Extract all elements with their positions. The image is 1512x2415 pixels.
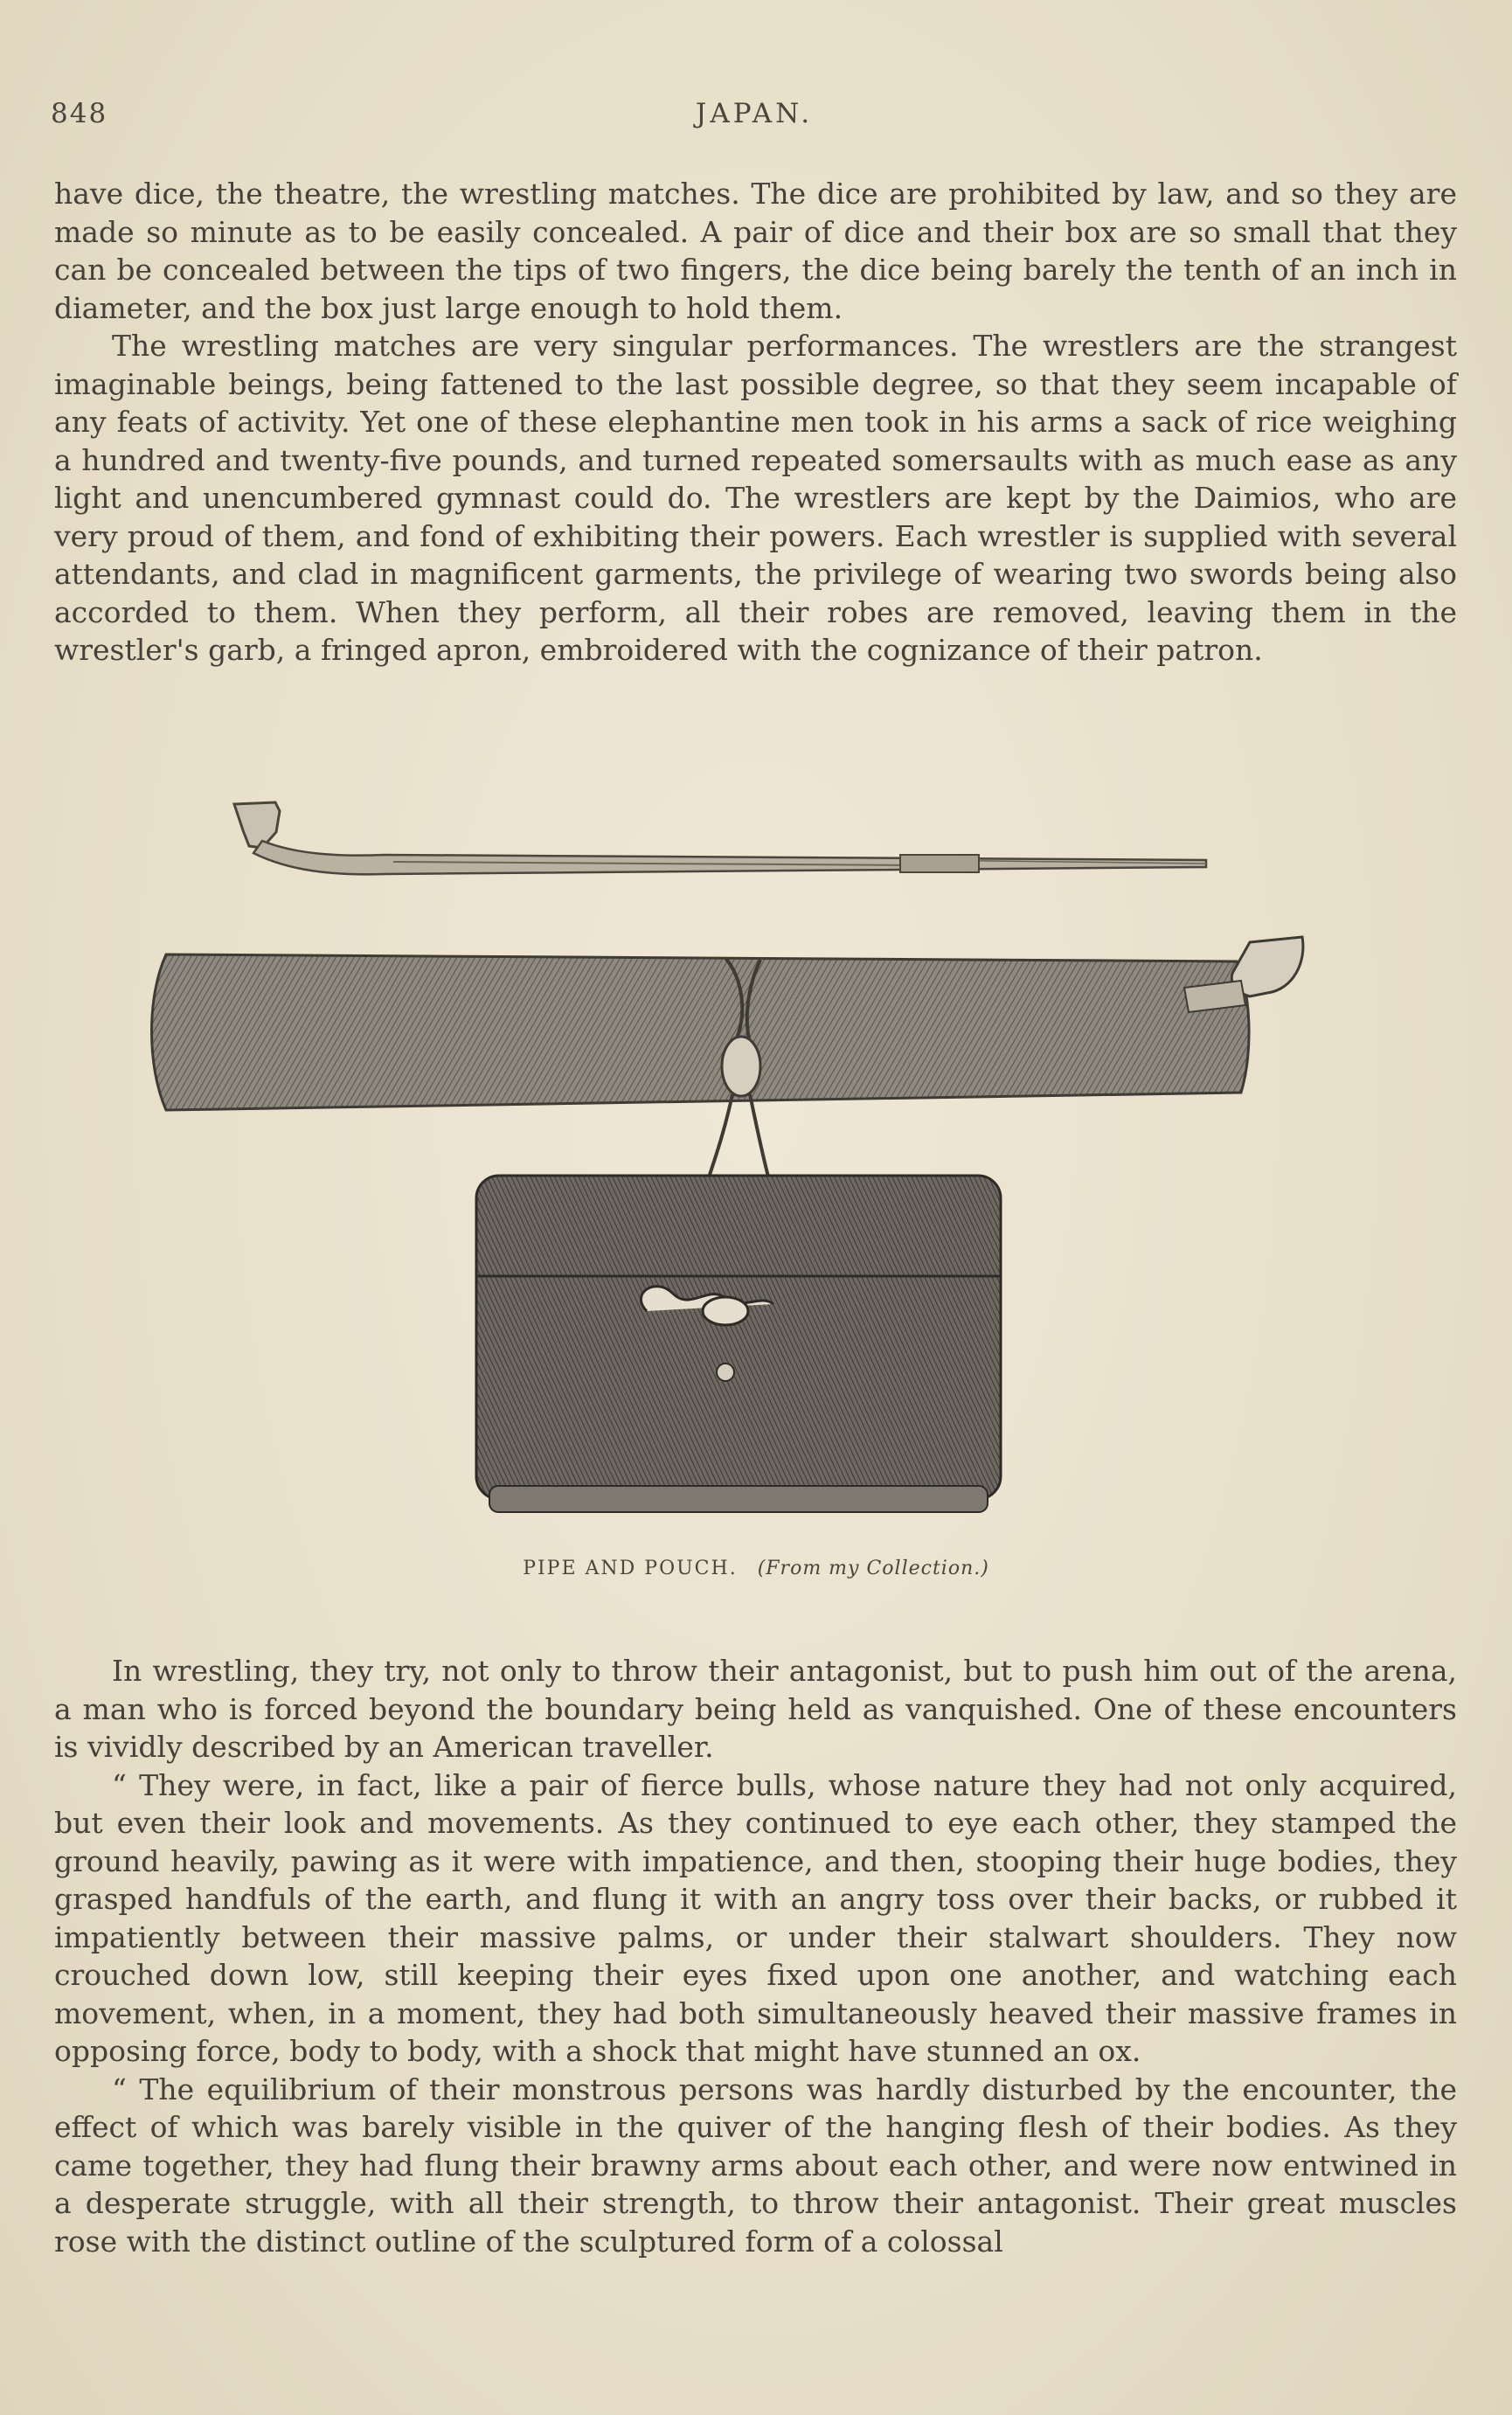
running-title: JAPAN.	[695, 98, 814, 129]
caption-title: PIPE AND POUCH.	[523, 1558, 738, 1579]
tobacco-pouch	[476, 1176, 1001, 1512]
paragraph: In wrestling, they try, not only to throw their antagonist, but to push him out of the arena, a man who is forced beyond the boundary being held as vanquished. One of these encounters is vividly described by an American traveller.	[54, 1654, 1457, 1764]
page-header	[51, 98, 1458, 142]
engraving	[131, 787, 1381, 1556]
pipe-long	[234, 802, 1206, 874]
paragraph: “ The equilibrium of their monstrous persons was hardly disturbed by the encounter, the effect of which was barely visible in the quiver of the hanging flesh of their bodies. As they came together, they had flung their brawny arms about each other, and were now entwined in a desperate struggle, with all their strength, to throw their antagonist. Their great muscles rose with the distinct outline of the sculptured form of a colossal	[54, 2071, 1457, 2259]
page-number: 848	[51, 98, 108, 129]
figure-caption	[0, 1558, 1512, 1579]
caption-source: (From my Collection.)	[757, 1558, 989, 1579]
pipe-case	[152, 937, 1303, 1180]
body-text-bottom	[54, 1652, 1457, 2260]
body-text-top	[54, 175, 1457, 670]
paragraph: The wrestling matches are very singular performances. The wrestlers are the strangest imaginable beings, being fattened to the last possible degree, so that they seem incapable of any feats of activity. Yet one of these elephantine men took in his arms a sack of rice weighing a hundred and twenty-five pounds, and turned repeated somersaults with as much ease as any light and unencumbered gymnast could do. The wrestlers are kept by the Daimios, who are very proud of them, and fond of exhibiting their powers. Each wrestler is supplied with several attendants, and clad in magnificent garments, the privilege of wearing two swords being also accorded to them. When they perform, all their robes are removed, leaving them in the wrestler's garb, a fringed apron, embroidered with the cognizance of their patron.	[54, 329, 1457, 667]
paragraph: “ They were, in fact, like a pair of fierce bulls, whose nature they had not only acquired, but even their look and movements. As they continued to eye each other, they stamped the ground heavily, pawing as it were with impatience, and then, stooping their huge bodies, they grasped handfuls of the earth, and flung it with an angry toss over their backs, or rubbed it impatiently between their massive palms, or under their stalwart shoulders. They now crouched down low, still keeping their eyes fixed upon one another, and watching each movement, when, in a moment, they had both simultaneously heaved their massive frames in opposing force, body to body, with a shock that might have stunned an ox.	[54, 1767, 1457, 2068]
paragraph: have dice, the theatre, the wrestling matches. The dice are prohibited by law, and so they are made so minute as to be easily concealed. A pair of dice and their box are so small that they can be concealed between the tips of two fingers, the dice being barely the tenth of an inch in diameter, and the box just large enough to hold them.	[54, 177, 1457, 325]
pipe-and-pouch-illustration	[131, 787, 1381, 1556]
